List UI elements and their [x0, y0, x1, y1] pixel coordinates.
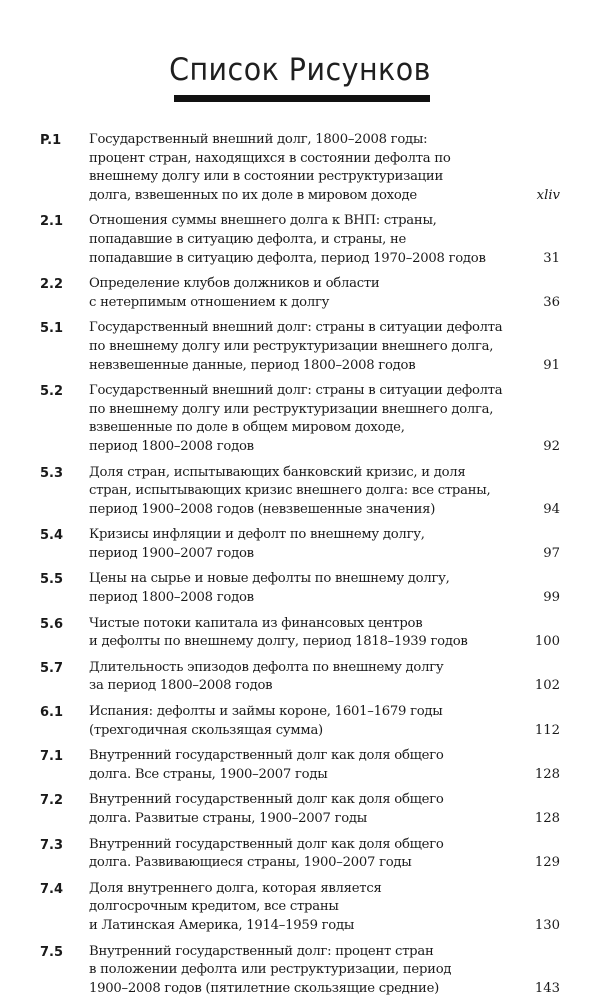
caption-line: период 1900–2008 годов (невзвешенные значения): [89, 501, 436, 517]
figure-number: 5.3: [40, 465, 64, 481]
list-item: [0, 659, 600, 696]
figure-number: 2.2: [40, 277, 64, 293]
caption-line: долга. Развивающиеся страны, 1900–2007 годы: [89, 855, 412, 871]
figure-caption: [89, 131, 509, 205]
caption-line: долга. Все страны, 1900–2007 годы: [89, 766, 328, 782]
list-item: [0, 943, 600, 999]
page-number: 31: [543, 250, 560, 266]
list-item: [0, 880, 600, 936]
figure-number: 6.1: [40, 705, 64, 721]
caption-line: по внешнему долгу или реструктуризации внешнего долга,: [89, 401, 494, 417]
caption-line: попадавшие в ситуацию дефолта, период 1970–2008 годов: [89, 250, 486, 266]
caption-line: Внутренний государственный долг: процент стран: [89, 943, 434, 959]
list-item: [0, 570, 600, 607]
caption-line: попадавшие в ситуацию дефолта, и страны, не: [89, 231, 407, 247]
figure-caption: [89, 836, 509, 873]
figure-number: 7.3: [40, 837, 64, 853]
page-number: 129: [534, 855, 560, 871]
figure-caption: [89, 615, 509, 652]
caption-line: за период 1800–2008 годов: [89, 678, 273, 694]
caption-line: Доля внутреннего долга, которая является: [89, 880, 382, 896]
page-number: 128: [534, 766, 560, 782]
page-number: 143: [534, 980, 560, 996]
caption-line: Отношения суммы внешнего долга к ВНП: страны,: [89, 213, 437, 229]
caption-line: Определение клубов должников и области: [89, 276, 380, 292]
page-number: 128: [534, 811, 560, 826]
caption-line: Государственный внешний долг: страны в ситуации дефолта: [89, 383, 503, 399]
list-item: [0, 703, 600, 740]
list-item: [0, 791, 600, 828]
page-number: 97: [543, 545, 560, 561]
page-number: 100: [534, 634, 560, 650]
figure-number: 7.2: [40, 793, 64, 809]
figure-number: 2.1: [40, 214, 64, 230]
page-number: 130: [534, 917, 560, 933]
figure-number: 7.5: [40, 944, 64, 960]
figure-caption: [89, 275, 509, 312]
caption-line: внешнему долгу или в состоянии реструктуризации: [89, 169, 443, 185]
caption-line: Испания: дефолты и займы короне, 1601–1679 годы: [89, 704, 443, 720]
list-item: [0, 131, 600, 205]
caption-line: по внешнему долгу или реструктуризации внешнего долга,: [89, 338, 494, 354]
figure-caption: [89, 212, 509, 268]
caption-line: Государственный внешний долг: страны в ситуации дефолта: [89, 320, 503, 336]
page-number: 99: [543, 590, 560, 606]
figure-caption: [89, 464, 509, 520]
figure-caption: [89, 526, 509, 563]
list-item: [0, 212, 600, 268]
page-number: xliv: [536, 187, 560, 203]
figure-caption: [89, 747, 509, 784]
caption-line: невзвешенные данные, период 1800–2008 годов: [89, 357, 416, 373]
caption-line: долга, взвешенных по их доле в мировом доходе: [89, 187, 417, 203]
figure-caption: [89, 319, 509, 375]
figure-number: 5.4: [40, 528, 64, 544]
figure-number: 5.5: [40, 572, 64, 588]
list-item: [0, 836, 600, 873]
caption-line: период 1800–2008 годов: [89, 438, 254, 454]
list-item: [0, 275, 600, 312]
figure-number: 7.4: [40, 881, 64, 897]
caption-line: долгосрочным кредитом, все страны: [89, 899, 339, 915]
caption-line: с нетерпимым отношением к долгу: [89, 294, 330, 310]
caption-line: Чистые потоки капитала из финансовых центров: [89, 615, 423, 631]
list-item: [0, 615, 600, 652]
figure-caption: [89, 659, 509, 696]
page-number: 36: [543, 294, 560, 310]
caption-line: Длительность эпизодов дефолта по внешнему долгу: [89, 659, 444, 675]
list-item: [0, 464, 600, 520]
page-number: 112: [534, 722, 560, 738]
caption-line: взвешенные по доле в общем мировом доходе,: [89, 420, 405, 436]
caption-line: 1900–2008 годов (пятилетние скользящие средние): [89, 980, 440, 996]
figure-caption: [89, 943, 509, 999]
caption-line: Государственный внешний долг, 1800–2008 годы:: [89, 132, 428, 147]
page-number: 102: [534, 678, 560, 694]
caption-line: и Латинская Америка, 1914–1959 годы: [89, 917, 355, 933]
caption-line: Внутренний государственный долг как доля общего: [89, 836, 444, 852]
figure-number: 5.6: [40, 616, 64, 632]
page-title: Список Рисунков: [169, 52, 431, 88]
figure-number: 5.2: [40, 384, 64, 400]
list-item: [0, 319, 600, 375]
caption-line: период 1800–2008 годов: [89, 590, 254, 606]
figure-number: 7.1: [40, 749, 64, 765]
page-number: 92: [543, 438, 560, 454]
title-underline: [174, 95, 430, 102]
caption-line: стран, испытывающих кризис внешнего долга: все страны,: [89, 483, 491, 499]
caption-line: долга. Развитые страны, 1900–2007 годы: [89, 811, 368, 826]
caption-line: Внутренний государственный долг как доля общего: [89, 748, 444, 764]
figure-number: P.1: [40, 133, 62, 148]
figure-caption: [89, 570, 509, 607]
caption-line: Кризисы инфляции и дефолт по внешнему долгу,: [89, 527, 425, 543]
figure-number: 5.7: [40, 660, 64, 676]
caption-line: Внутренний государственный долг как доля общего: [89, 792, 444, 808]
figure-number: 5.1: [40, 321, 64, 337]
caption-line: период 1900–2007 годов: [89, 545, 254, 561]
page-number: 91: [543, 357, 560, 373]
caption-line: в положении дефолта или реструктуризации, период: [89, 962, 452, 978]
figure-caption: [89, 880, 509, 936]
caption-line: и дефолты по внешнему долгу, период 1818–1939 годов: [89, 634, 468, 650]
caption-line: Цены на сырье и новые дефолты по внешнему долгу,: [89, 571, 450, 587]
figure-list: [0, 131, 600, 1005]
caption-line: Доля стран, испытывающих банковский кризис, и доля: [89, 464, 466, 480]
figure-caption: [89, 382, 509, 456]
caption-line: (трехгодичная скользящая сумма): [89, 722, 323, 738]
caption-line: процент стран, находящихся в состоянии дефолта по: [89, 150, 451, 166]
figure-caption: [89, 703, 509, 740]
page-number: 94: [543, 501, 560, 517]
list-item: [0, 747, 600, 784]
figure-caption: [89, 791, 509, 828]
list-item: [0, 382, 600, 456]
list-item: [0, 526, 600, 563]
